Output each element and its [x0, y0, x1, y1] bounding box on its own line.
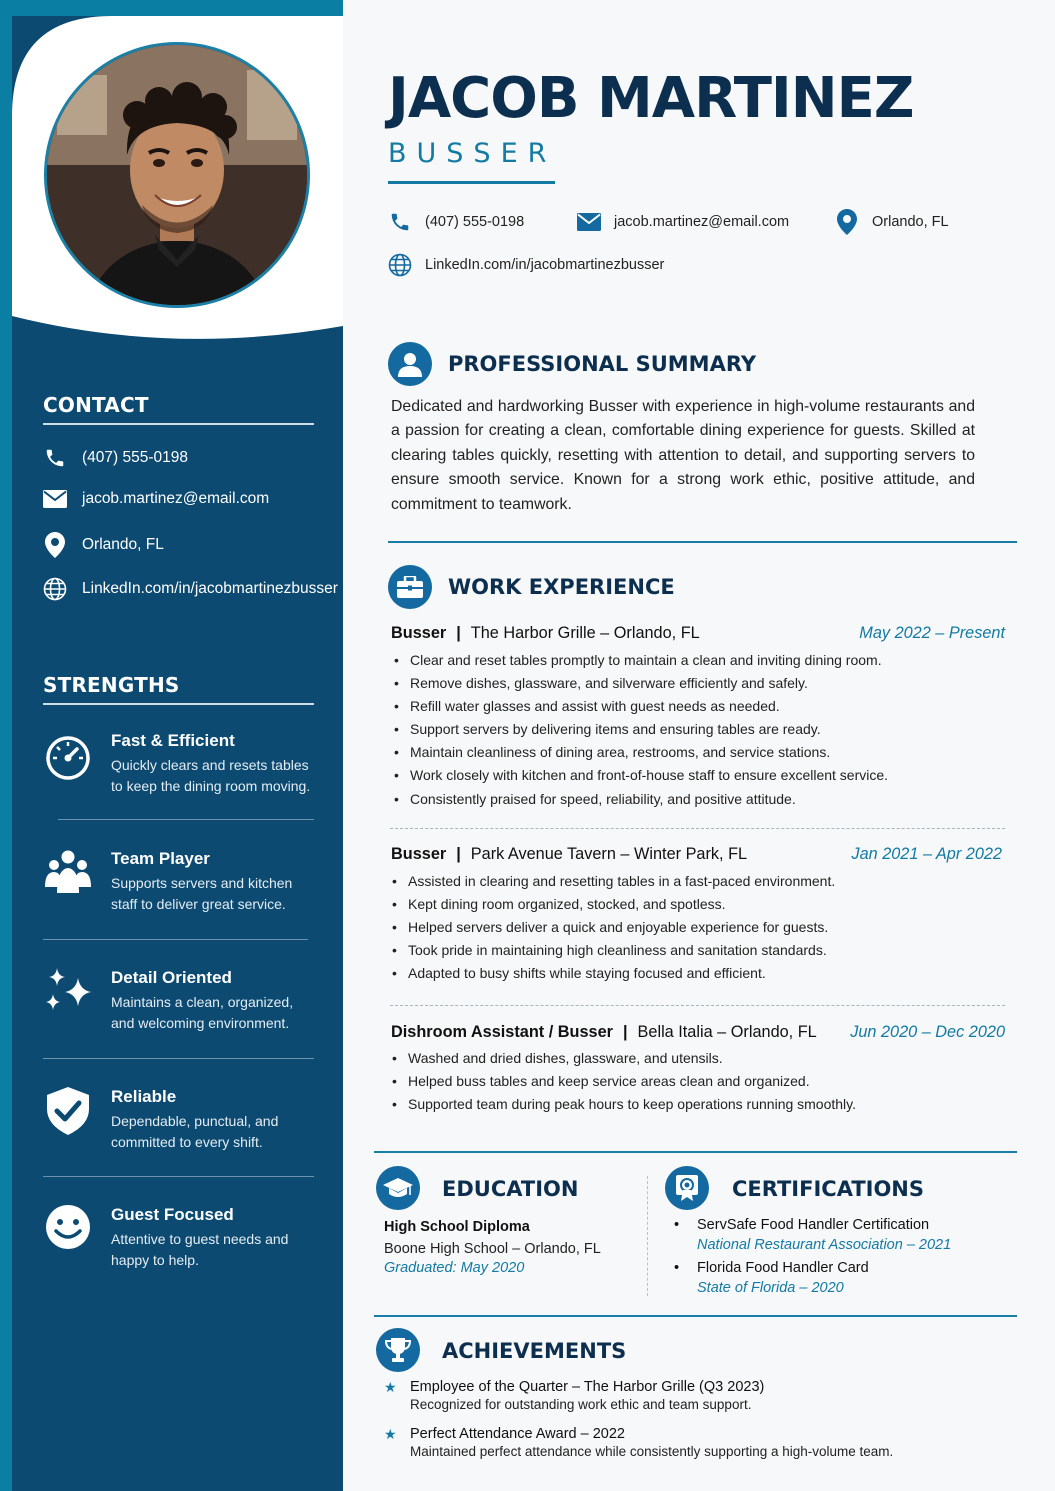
certification-issuer: State of Florida – 2020 [697, 1280, 844, 1296]
experience-heading: WORK EXPERIENCE [448, 575, 675, 599]
header-email[interactable] [577, 210, 789, 234]
strength-title: Reliable [111, 1087, 177, 1106]
strength-description: Quickly clears and resets tables to keep the dining room moving. [111, 757, 311, 794]
strength-divider [43, 1058, 314, 1059]
job-dates: Jan 2021 – Apr 2022 [851, 845, 1002, 863]
envelope-icon [43, 487, 67, 511]
candidate-name: JACOB MARTINEZ [388, 66, 914, 131]
certification-issuer: National Restaurant Association – 2021 [697, 1237, 952, 1253]
strength-description: Maintains a clean, organized, and welcoming environment. [111, 994, 294, 1031]
star-icon: ★ [384, 1426, 397, 1442]
achievement-title: Employee of the Quarter – The Harbor Grille (Q3 2023) [410, 1379, 765, 1395]
list-item: • Remove dishes, glassware, and silverware efficiently and safely. [392, 672, 888, 695]
list-item: • Adapted to busy shifts while staying focused and efficient. [390, 962, 835, 985]
photo-panel [12, 16, 343, 346]
strength-description: Supports servers and kitchen staff to deliver great service. [111, 875, 293, 912]
job-role: Dishroom Assistant / Busser [391, 1023, 613, 1041]
sidebar-location-text: Orlando, FL [82, 536, 164, 553]
education-degree: High School Diploma [384, 1219, 530, 1235]
strength-title: Guest Focused [111, 1205, 234, 1224]
strength-description: Dependable, punctual, and committed to every shift. [111, 1113, 279, 1150]
header-phone[interactable] [388, 210, 524, 234]
job-header: Dishroom Assistant / Busser | Bella Italia – Orlando, FL Jun 2020 – Dec 2020 [391, 1023, 1005, 1041]
list-item: • Helped buss tables and keep service areas clean and organized. [390, 1070, 856, 1093]
education-heading: EDUCATION [442, 1177, 579, 1201]
section-divider [374, 1315, 1017, 1317]
list-item: • Maintain cleanliness of dining area, restrooms, and service stations. [392, 741, 888, 764]
job-employer: Bella Italia – Orlando, FL [637, 1023, 817, 1041]
job-divider [390, 828, 1005, 829]
strength-title: Team Player [111, 849, 210, 868]
job-employer: The Harbor Grille – Orlando, FL [470, 624, 700, 642]
contact-heading: CONTACT [43, 393, 149, 417]
header-phone-text: (407) 555-0198 [425, 214, 525, 230]
trophy-icon [376, 1328, 420, 1372]
job-title: BUSSER [388, 138, 557, 169]
map-pin-icon [43, 533, 67, 557]
star-icon: ★ [384, 1379, 397, 1395]
list-item: • Took pride in maintaining high cleanliness and sanitation standards. [390, 939, 835, 962]
strength-divider [43, 1176, 314, 1177]
header-email-text: jacob.martinez@email.com [614, 214, 790, 230]
strengths-divider [43, 703, 314, 705]
achievement-description: Maintained perfect attendance while consistently supporting a high-volume team. [410, 1444, 894, 1459]
job-role: Busser [391, 624, 447, 642]
job-header: Busser | Park Avenue Tavern – Winter Park, FL Jan 2021 – Apr 2022 [391, 845, 1002, 863]
contact-divider [43, 423, 314, 425]
sidebar-email[interactable] [43, 487, 269, 511]
header-linkedin-text: LinkedIn.com/in/jacobmartinezbusser [425, 257, 665, 273]
achievements-heading: ACHIEVEMENTS [442, 1339, 627, 1363]
team-icon [43, 849, 93, 899]
certifications-heading: CERTIFICATIONS [732, 1177, 925, 1201]
smiley-icon [43, 1205, 93, 1255]
sidebar-email-text: jacob.martinez@email.com [82, 490, 270, 507]
job-bullets [390, 1047, 856, 1116]
education-graduated: Graduated: May 2020 [384, 1260, 525, 1276]
summary-heading: PROFESSIONAL SUMMARY [448, 352, 757, 376]
sidebar [0, 0, 343, 1491]
strength-title: Fast & Efficient [111, 731, 235, 750]
sidebar-accent-stripe [0, 0, 12, 1491]
header-location [835, 210, 949, 234]
list-item [672, 1217, 951, 1253]
job-bullets [390, 870, 835, 985]
strength-description: Attentive to guest needs and happy to help. [111, 1231, 289, 1268]
sidebar-phone[interactable] [43, 446, 188, 470]
job-divider [390, 1005, 1005, 1006]
header-linkedin[interactable] [388, 253, 664, 277]
achievement-title: Perfect Attendance Award – 2022 [410, 1426, 625, 1442]
strengths-heading: STRENGTHS [43, 673, 180, 697]
certification-name: • ServSafe Food Handler Certification [672, 1217, 951, 1233]
strength-divider [43, 939, 308, 940]
header-location-text: Orlando, FL [872, 214, 949, 230]
graduation-cap-icon [376, 1166, 420, 1210]
profile-photo [44, 42, 310, 308]
sidebar-location [43, 533, 164, 557]
phone-icon [43, 446, 67, 470]
list-item: • Support servers by delivering items and ensuring tables are ready. [392, 718, 888, 741]
sidebar-phone-text: (407) 555-0198 [82, 449, 188, 466]
certificate-icon [665, 1166, 709, 1210]
list-item [672, 1260, 869, 1296]
section-divider [388, 541, 1017, 543]
sparkle-icon [43, 968, 93, 1018]
envelope-icon [577, 210, 601, 234]
education-school: Boone High School – Orlando, FL [384, 1241, 601, 1257]
sidebar-top-strip [0, 0, 343, 16]
title-underline [388, 181, 555, 184]
list-item: • Supported team during peak hours to keep operations running smoothly. [390, 1093, 856, 1116]
shield-check-icon [43, 1087, 93, 1137]
list-item [384, 1426, 893, 1459]
speedometer-icon [43, 731, 93, 781]
achievement-description: Recognized for outstanding work ethic and team support. [410, 1397, 752, 1412]
job-header: Busser | The Harbor Grille – Orlando, FL May 2022 – Present [391, 624, 1005, 642]
person-icon [388, 342, 432, 386]
globe-icon [43, 577, 67, 601]
list-item: • Kept dining room organized, stocked, and spotless. [390, 893, 835, 916]
list-item: • Consistently praised for speed, reliability, and positive attitude. [392, 788, 888, 811]
list-item: • Assisted in clearing and resetting tables in a fast-paced environment. [390, 870, 835, 893]
globe-icon [388, 253, 412, 277]
profile-photo-image [47, 45, 307, 305]
job-dates: May 2022 – Present [859, 624, 1005, 642]
list-item [384, 1379, 764, 1412]
list-item: • Helped servers deliver a quick and enjoyable experience for guests. [390, 916, 835, 939]
list-item: • Clear and reset tables promptly to maintain a clean and inviting dining room. [392, 649, 888, 672]
job-employer: Park Avenue Tavern – Winter Park, FL [470, 845, 748, 863]
job-dates: Jun 2020 – Dec 2020 [850, 1023, 1005, 1041]
column-divider [647, 1176, 648, 1296]
list-item: • Work closely with kitchen and front-of-house staff to ensure excellent service. [392, 764, 888, 787]
sidebar-linkedin[interactable] [43, 577, 338, 601]
strength-title: Detail Oriented [111, 968, 232, 987]
phone-icon [388, 210, 412, 234]
job-bullets [392, 649, 888, 811]
summary-text: Dedicated and hardworking Busser with experience in high-volume restaurants and a passion for creating a clean, comfortable dining experience for guests. Skilled at clearing tables quickly, resetting with attention to detail, and supporting servers to ensure smooth service. Known for a strong work ethic, positive attitude, and commitment to teamwork. [391, 398, 975, 513]
list-item: • Washed and dried dishes, glassware, and utensils. [390, 1047, 856, 1070]
briefcase-icon [388, 565, 432, 609]
section-divider [374, 1151, 1017, 1153]
job-role: Busser [391, 845, 447, 863]
map-pin-icon [835, 210, 859, 234]
certification-name: • Florida Food Handler Card [672, 1260, 869, 1276]
sidebar-linkedin-text: LinkedIn.com/in/jacobmartinezbusser [82, 580, 338, 597]
strength-divider [58, 819, 314, 820]
list-item: • Refill water glasses and assist with guest needs as needed. [392, 695, 888, 718]
